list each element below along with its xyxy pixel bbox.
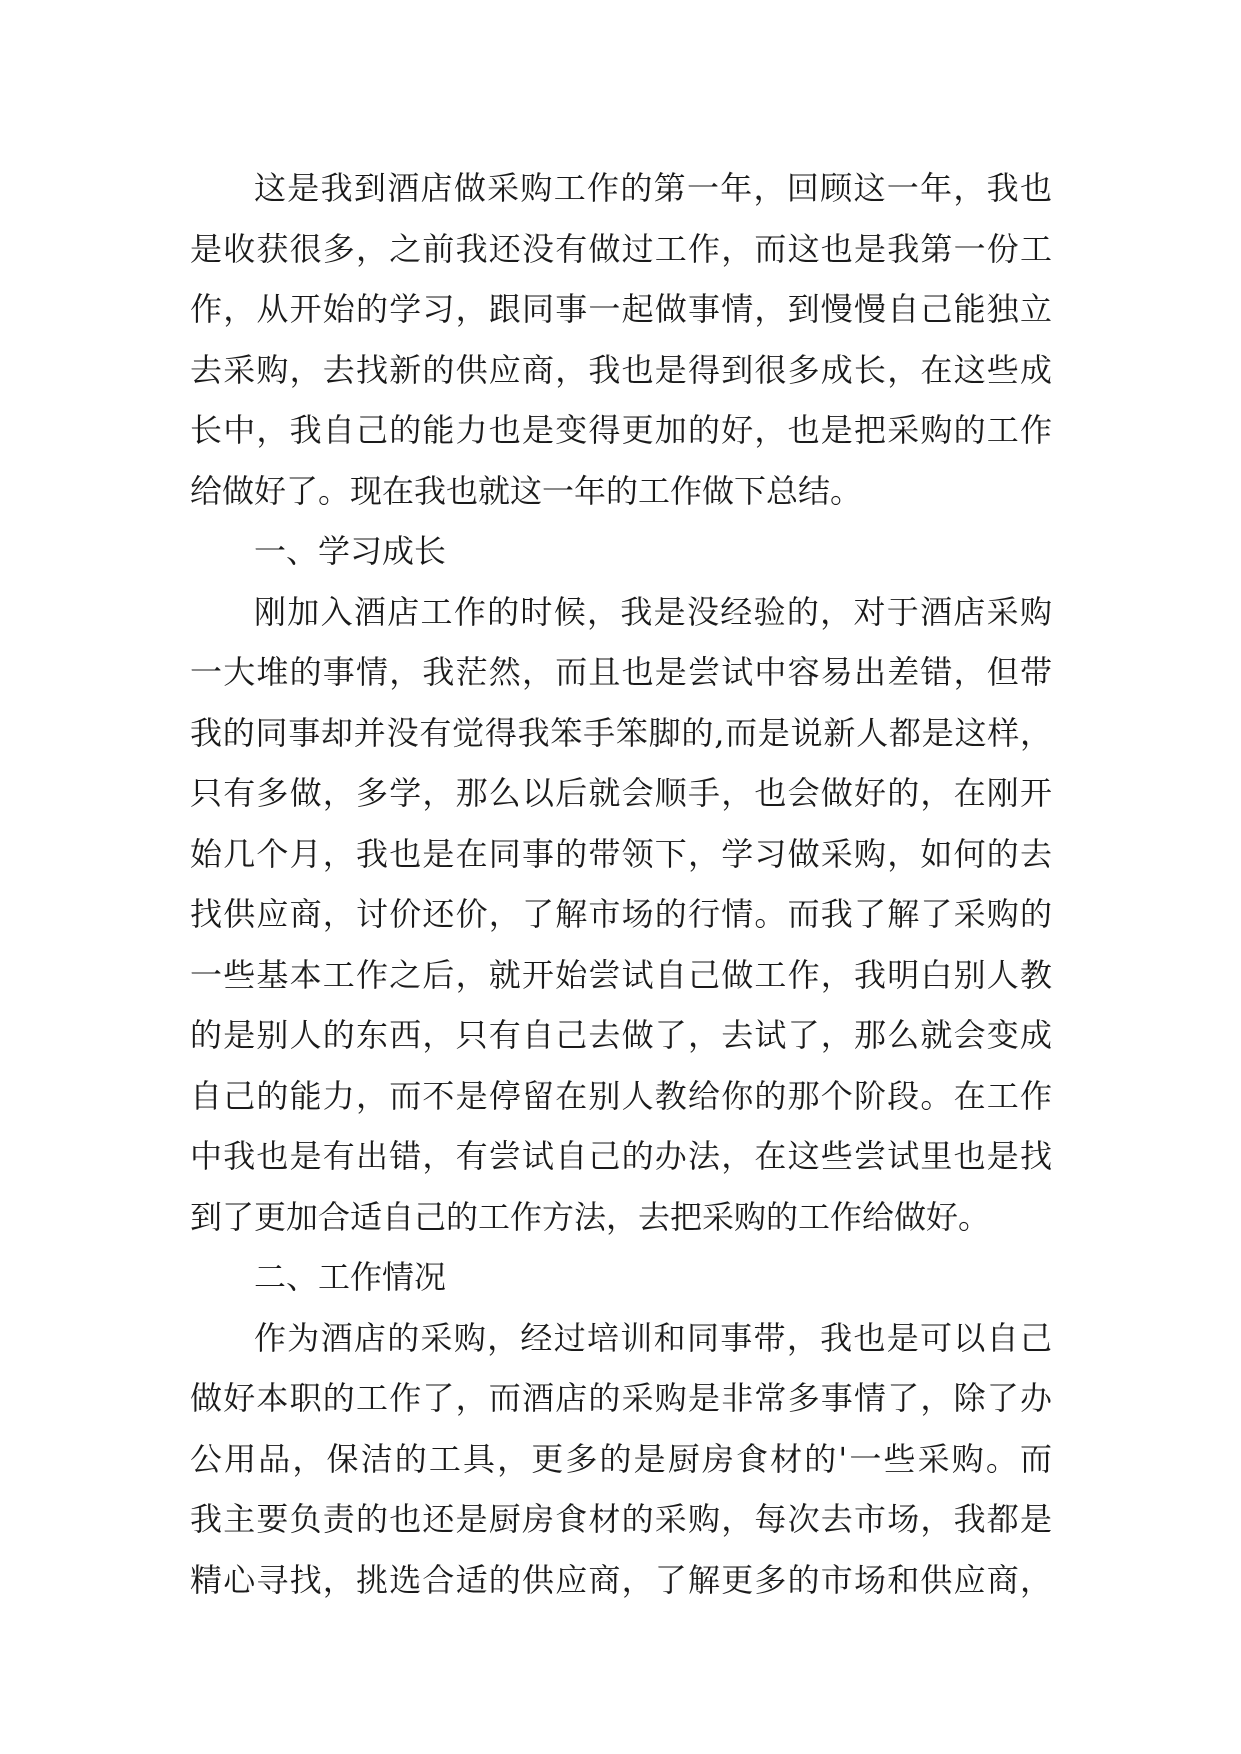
- text-line: 到了更加合适自己的工作方法，去把采购的工作给做好。: [190, 1197, 991, 1236]
- text-line: 长中，我自己的能力也是变得更加的好，也是把采购的工作: [190, 411, 1052, 449]
- text-line: 给做好了。现在我也就这一年的工作做下总结。: [190, 471, 863, 510]
- paragraph-intro: [190, 158, 1052, 521]
- paragraph-work: [190, 1308, 1052, 1611]
- text-line: 作，从开始的学习，跟同事一起做事情，到慢慢自己能独立: [190, 290, 1052, 328]
- text-line: 的是别人的东西，只有自己去做了，去试了，那么就会变成: [190, 1016, 1052, 1054]
- text-line: 一大堆的事情，我茫然，而且也是尝试中容易出差错，但带: [190, 653, 1052, 691]
- document-body: [190, 158, 1052, 1610]
- text-line: 是收获很多，之前我还没有做过工作，而这也是我第一份工: [190, 229, 1052, 268]
- text-line: 自己的能力，而不是停留在别人教给你的那个阶段。在工作: [190, 1076, 1052, 1115]
- text-line: 刚加入酒店工作的时候，我是没经验的，对于酒店采购: [254, 592, 1052, 631]
- text-line: 我主要负责的也还是厨房食材的采购，每次去市场，我都是: [190, 1500, 1052, 1538]
- text-line: 中我也是有出错，有尝试自己的办法，在这些尝试里也是找: [190, 1137, 1052, 1175]
- text-line: 我的同事却并没有觉得我笨手笨脚的,而是说新人都是这样，: [190, 713, 1052, 752]
- text-line: 做好本职的工作了，而酒店的采购是非常多事情了，除了办: [190, 1379, 1052, 1417]
- section-heading-work: 二、工作情况: [254, 1258, 447, 1296]
- text-line: 一些基本工作之后，就开始尝试自己做工作，我明白别人教: [190, 955, 1052, 994]
- text-line: 公用品，保洁的工具，更多的是厨房食材的'一些采购。而: [190, 1439, 1052, 1478]
- text-line: 只有多做，多学，那么以后就会顺手，也会做好的，在刚开: [190, 774, 1052, 812]
- text-line: 始几个月，我也是在同事的带领下，学习做采购，如何的去: [190, 834, 1052, 873]
- section-heading-learning: 一、学习成长: [254, 532, 447, 570]
- paragraph-learning: [190, 582, 1052, 1248]
- text-line: 作为酒店的采购，经过培训和同事带，我也是可以自己: [254, 1318, 1052, 1357]
- text-line: 这是我到酒店做采购工作的第一年，回顾这一年，我也: [254, 169, 1052, 207]
- text-line: 去采购，去找新的供应商，我也是得到很多成长，在这些成: [190, 350, 1052, 389]
- text-line: 精心寻找，挑选合适的供应商，了解更多的市场和供应商，: [190, 1560, 1052, 1599]
- text-line: 找供应商，讨价还价，了解市场的行情。而我了解了采购的: [190, 895, 1052, 933]
